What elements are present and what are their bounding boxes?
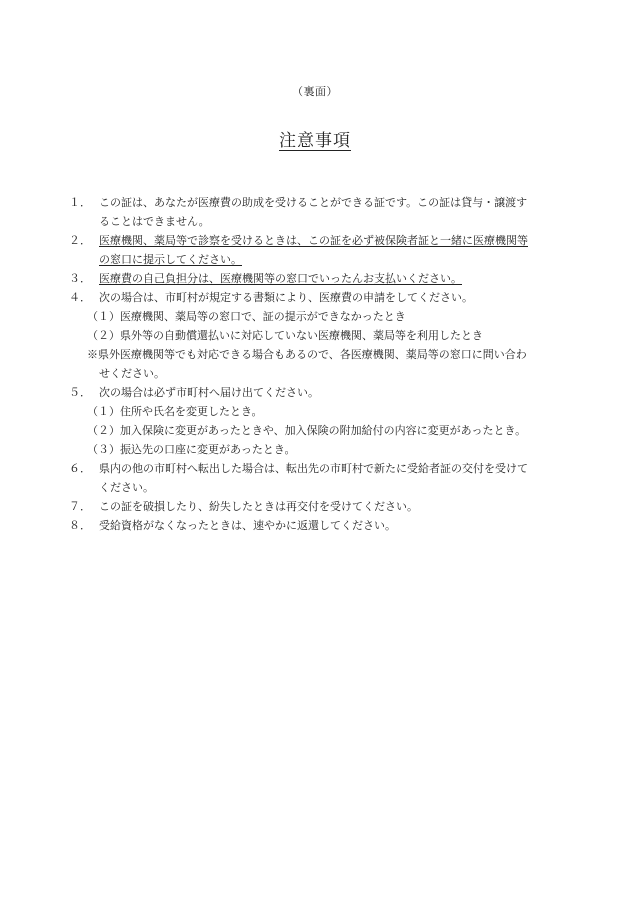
- item-text: この証を破損したり、紛失したときは再交付を受けてください。: [99, 500, 418, 513]
- item-number: ５．: [69, 386, 91, 399]
- sub-item: [0, 421, 630, 440]
- list-item-8: [0, 516, 630, 535]
- document-title: [0, 126, 630, 151]
- item-text-continuation: ることはできません。: [99, 215, 210, 228]
- item-text: 医療機関、薬局等で診察を受けるときは、この証を必ず被保険者証と一緒に医療機関等: [99, 234, 528, 247]
- item-text-continuation: ください。: [99, 481, 154, 494]
- list-item-3: [0, 269, 630, 288]
- item-text: この証は、あなたが医療費の助成を受けることができる証です。この証は貸与・譲渡す: [99, 196, 528, 209]
- item-text: 医療費の自己負担分は、医療機関等の窓口でいったんお支払いください。: [99, 272, 462, 285]
- item-number: ８．: [69, 519, 91, 532]
- item-number: ４．: [69, 291, 91, 304]
- note-text-continuation: せください。: [99, 367, 165, 380]
- sub-item: [0, 307, 630, 326]
- note-continuation: [0, 364, 630, 383]
- item-number: ２．: [69, 234, 91, 247]
- item-text-continuation: の窓口に提示してください。: [99, 253, 242, 266]
- list-item-7: [0, 497, 630, 516]
- sub-item-text: （１）医療機関、薬局等の窓口で、証の提示ができなかったとき: [87, 310, 406, 323]
- item-text: 県内の他の市町村へ転出した場合は、転出先の市町村で新たに受給者証の交付を受けて: [99, 462, 528, 475]
- sub-item: [0, 402, 630, 421]
- item-number: ６．: [69, 462, 91, 475]
- document-title-text: 注意事項: [279, 131, 351, 151]
- list-item-4: [0, 288, 630, 307]
- item-text: 受給資格がなくなったときは、速やかに返還してください。: [99, 519, 396, 532]
- item-text: 次の場合は必ず市町村へ届け出てください。: [99, 386, 319, 399]
- item-number: ７．: [69, 500, 91, 513]
- sub-item-text: （２）県外等の自動償還払いに対応していない医療機関、薬局等を利用したとき: [87, 329, 483, 342]
- list-item-6: [0, 459, 630, 478]
- side-label: （裏面）: [292, 85, 338, 98]
- sub-item-text: （３）振込先の口座に変更があったとき。: [87, 443, 296, 456]
- list-item-2-continuation: [0, 250, 630, 269]
- item-text: 次の場合は、市町村が規定する書類により、医療費の申請をしてください。: [99, 291, 473, 304]
- sub-item-text: （２）加入保険に変更があったときや、加入保険の附加給付の内容に変更があったとき。: [87, 424, 527, 437]
- list-item-1-continuation: [0, 212, 630, 231]
- item-number: ３．: [69, 272, 91, 285]
- list-item-6-continuation: [0, 478, 630, 497]
- sub-item: [0, 326, 630, 345]
- note-text: ※県外医療機関等でも対応できる場合もあるので、各医療機関、薬局等の窓口に問い合わ: [87, 348, 527, 361]
- sub-item: [0, 440, 630, 459]
- notice-list: [0, 193, 630, 535]
- sub-item-text: （１）住所や氏名を変更したとき。: [87, 405, 263, 418]
- item-number: １．: [69, 196, 91, 209]
- note: [0, 345, 630, 364]
- list-item-5: [0, 383, 630, 402]
- list-item-2: [0, 231, 630, 250]
- list-item-1: [0, 193, 630, 212]
